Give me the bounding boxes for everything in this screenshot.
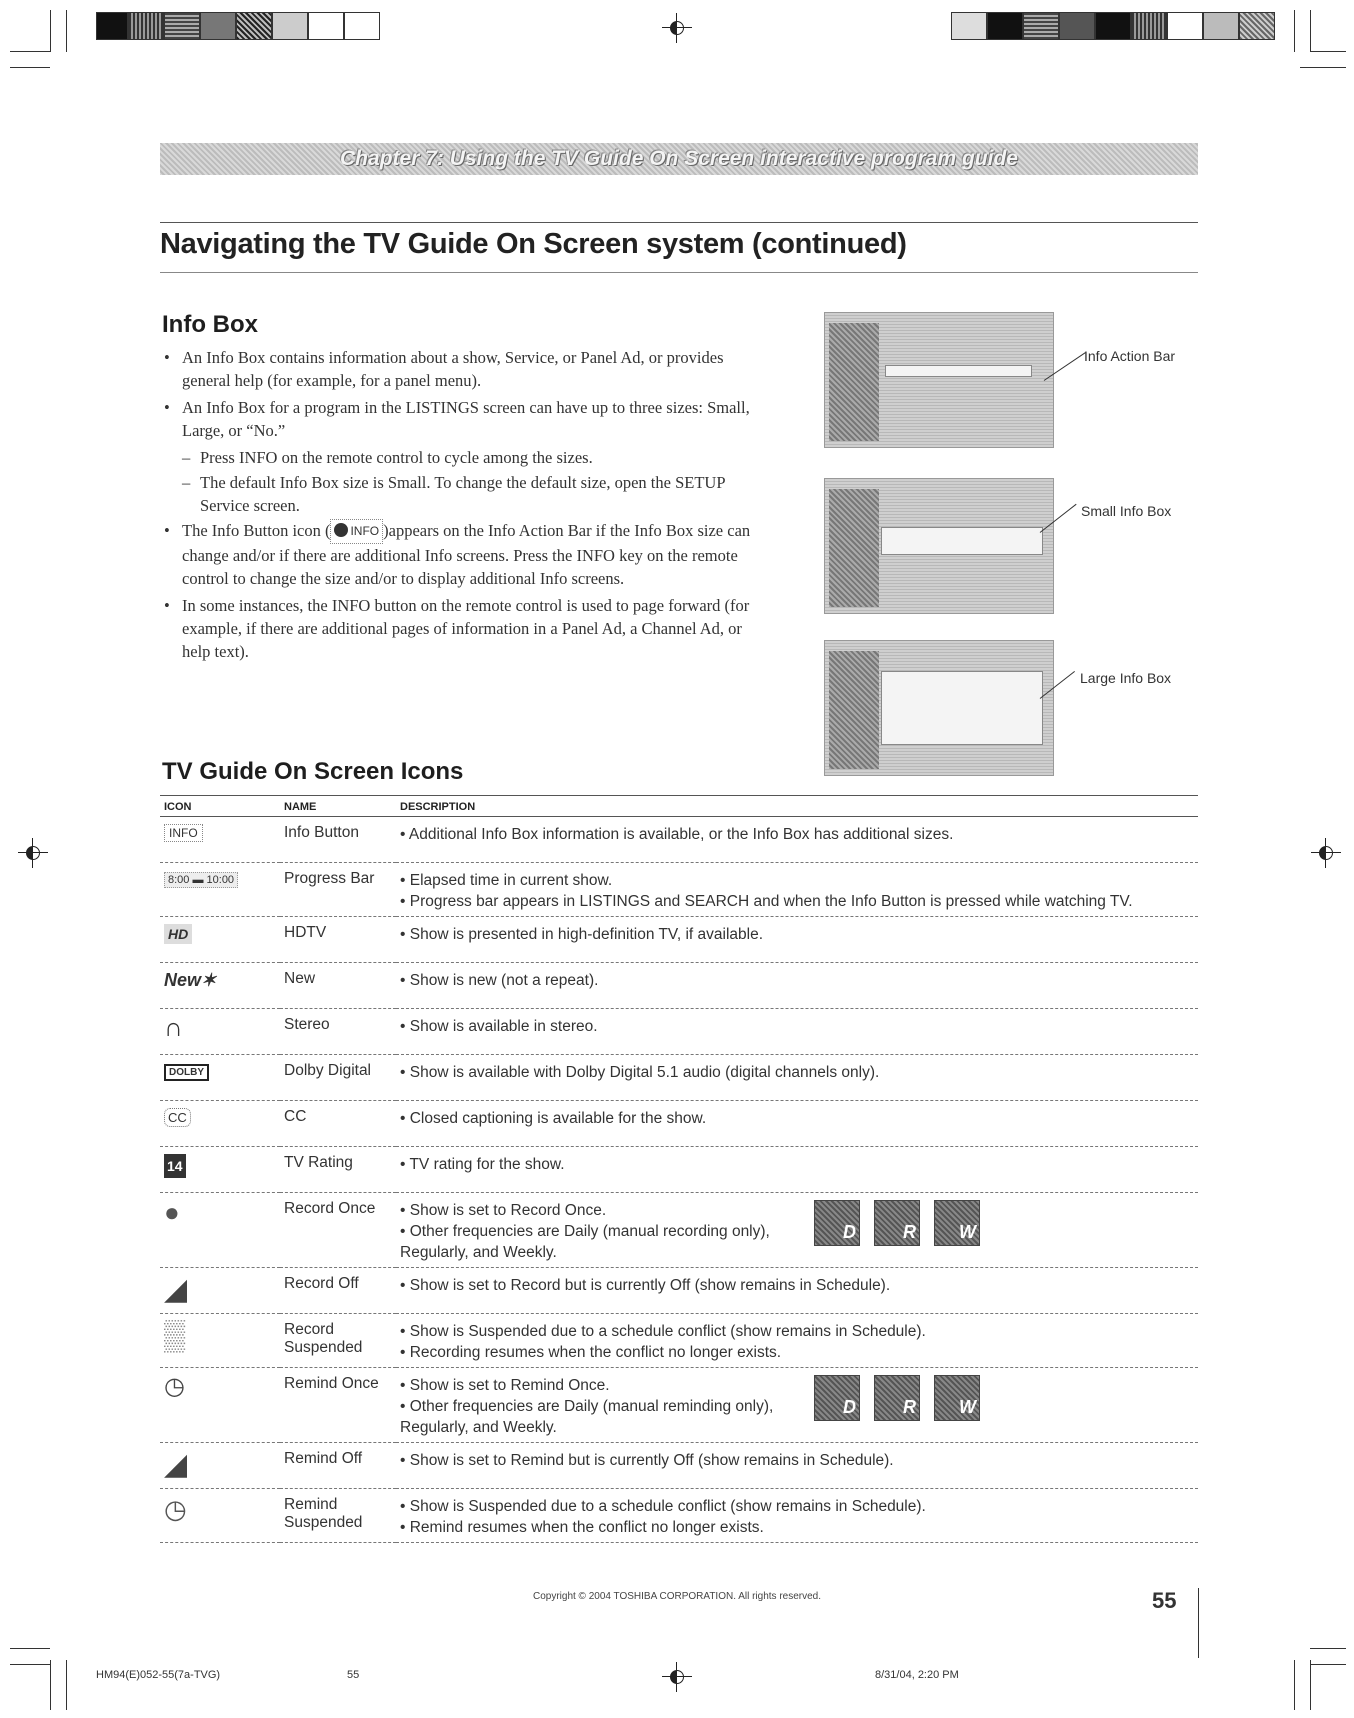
info-action-bar-screenshot <box>824 312 1054 448</box>
table-row <box>160 1314 1198 1368</box>
table-row <box>160 1147 1198 1193</box>
variant-letter: D <box>843 1222 856 1242</box>
table-row <box>160 1489 1198 1543</box>
registration-target-icon <box>662 1662 692 1692</box>
crop-mark <box>66 1660 67 1710</box>
list-item: • An Info Box for a program in the LISTINGS screen can have up to three sizes: Small, Large, or “No.” <box>164 396 774 442</box>
description-lines <box>400 824 953 845</box>
registration-target-icon <box>662 13 692 43</box>
info-box-heading: Info Box <box>162 311 258 338</box>
description-line: • Additional Info Box information is available, or the Info Box has additional sizes. <box>400 824 953 845</box>
table-header-row <box>160 796 1198 817</box>
icon-cell <box>160 1055 280 1101</box>
registration-bar-right <box>951 12 1275 38</box>
stereo-icon: ∩ <box>164 1012 183 1042</box>
icon-description <box>396 1147 1198 1193</box>
page-title: Navigating the TV Guide On Screen system (continued) <box>160 228 907 260</box>
page-number: 55 <box>1152 1588 1177 1613</box>
icon-name: Remind Once <box>280 1368 396 1443</box>
description-line: • Show is Suspended due to a schedule conflict (show remains in Schedule). <box>400 1321 926 1342</box>
crop-mark <box>10 1648 50 1649</box>
description-lines <box>400 1062 879 1083</box>
progress-bar-icon: 8:00 ▬ 10:00 <box>164 872 238 888</box>
chapter-banner <box>160 143 1198 175</box>
icon-description <box>396 1489 1198 1543</box>
icon-cell <box>160 1489 280 1543</box>
record-once-variant-icon <box>934 1200 980 1246</box>
chapter-title: Chapter 7: Using the TV Guide On Screen interactive program guide <box>340 147 1018 170</box>
callout-info-action-bar: Info Action Bar <box>1084 348 1176 364</box>
info-button-icon: INFO <box>164 824 203 842</box>
record-once-icon: ● <box>164 1197 180 1227</box>
registration-target-icon <box>18 838 48 868</box>
table-row <box>160 817 1198 863</box>
list-item: – Press INFO on the remote control to cycle among the sizes. <box>164 446 774 469</box>
icon-cell <box>160 817 280 863</box>
title-rule-top <box>160 222 1198 223</box>
icon-description <box>396 963 1198 1009</box>
description-line: • Show is available in stereo. <box>400 1016 598 1037</box>
description-line: • Other frequencies are Daily (manual recording only), Regularly, and Weekly. <box>400 1221 800 1263</box>
crop-mark <box>1310 51 1346 52</box>
icon-description <box>396 1268 1198 1314</box>
title-rule-bottom <box>160 272 1198 273</box>
description-lines <box>400 870 1133 912</box>
crop-mark <box>1300 67 1346 68</box>
cc-icon: CC <box>164 1108 191 1127</box>
description-line: • Progress bar appears in LISTINGS and SEARCH and when the Info Button is pressed while watching TV. <box>400 891 1133 912</box>
info-button-icon <box>330 519 383 544</box>
icon-name: Dolby Digital <box>280 1055 396 1101</box>
description-lines <box>400 1275 890 1296</box>
registration-target-icon <box>1311 838 1341 868</box>
table-row <box>160 917 1198 963</box>
column-header-icon: ICON <box>160 796 280 817</box>
icon-name: Remind Off <box>280 1443 396 1489</box>
icon-name: Record Off <box>280 1268 396 1314</box>
description-line: • Remind resumes when the conflict no longer exists. <box>400 1517 926 1538</box>
variant-letter: W <box>959 1397 976 1417</box>
record-once-variant-icon <box>874 1200 920 1246</box>
description-line: • Show is Suspended due to a schedule conflict (show remains in Schedule). <box>400 1496 926 1517</box>
description-lines <box>400 1450 894 1471</box>
icon-cell <box>160 963 280 1009</box>
slug-right: 8/31/04, 2:20 PM <box>875 1669 959 1681</box>
description-line: • Show is set to Remind Once. <box>400 1375 800 1396</box>
variant-letter: D <box>843 1397 856 1417</box>
info-box-bullets <box>164 346 774 667</box>
description-lines <box>400 1496 926 1538</box>
crop-mark <box>1310 1660 1311 1710</box>
icon-name: New <box>280 963 396 1009</box>
list-item: – The default Info Box size is Small. To change the default size, open the SETUP Service screen. <box>164 471 774 517</box>
info-chip-label: INFO <box>350 524 380 538</box>
crop-mark <box>50 1660 51 1710</box>
icon-description <box>396 863 1198 917</box>
description-lines <box>400 970 598 991</box>
table-row <box>160 1193 1198 1268</box>
small-info-box-screenshot <box>824 478 1054 614</box>
variant-letter: R <box>903 1397 916 1417</box>
description-lines <box>400 1108 706 1129</box>
remind-suspended-icon: ◷ <box>164 1494 187 1524</box>
icon-cell <box>160 1443 280 1489</box>
table-row <box>160 863 1198 917</box>
icon-description <box>396 1314 1198 1368</box>
description-line: • Show is new (not a repeat). <box>400 970 598 991</box>
description-lines <box>400 1016 598 1037</box>
crop-mark <box>1310 1664 1346 1665</box>
icon-description <box>396 1055 1198 1101</box>
new-icon: New✶ <box>164 970 217 990</box>
description-line: • Show is set to Record but is currently Off (show remains in Schedule). <box>400 1275 890 1296</box>
crop-mark <box>10 67 50 68</box>
slug-left: HM94(E)052-55(7a-TVG) <box>96 1669 221 1681</box>
table-row <box>160 1055 1198 1101</box>
icon-name: Remind Suspended <box>280 1489 396 1543</box>
callout-small-info-box: Small Info Box <box>1081 503 1172 519</box>
crop-mark <box>66 10 67 52</box>
dolby-digital-icon: DOLBY <box>164 1064 209 1081</box>
icon-name: CC <box>280 1101 396 1147</box>
icon-cell <box>160 1314 280 1368</box>
description-line: • Show is set to Record Once. <box>400 1200 800 1221</box>
icon-cell <box>160 1268 280 1314</box>
crop-mark <box>1310 10 1311 52</box>
description-line: • Show is available with Dolby Digital 5.1 audio (digital channels only). <box>400 1062 879 1083</box>
table-row <box>160 1368 1198 1443</box>
icons-table <box>160 795 1198 1543</box>
crop-mark <box>50 10 51 52</box>
table-row <box>160 1268 1198 1314</box>
description-lines <box>400 1154 565 1175</box>
description-line: • Show is presented in high-definition TV, if available. <box>400 924 763 945</box>
remind-once-variant-icon <box>934 1375 980 1421</box>
icon-cell <box>160 1368 280 1443</box>
slug-middle: 55 <box>347 1669 360 1681</box>
record-once-variant-icon <box>814 1200 860 1246</box>
remind-once-variant-icon <box>874 1375 920 1421</box>
icon-name: Record Suspended <box>280 1314 396 1368</box>
large-info-box-screenshot <box>824 640 1054 776</box>
description-lines <box>400 1200 800 1263</box>
crop-mark <box>1294 1660 1295 1710</box>
icon-cell <box>160 1147 280 1193</box>
description-line: • TV rating for the show. <box>400 1154 565 1175</box>
icon-description <box>396 1009 1198 1055</box>
icon-description <box>396 1443 1198 1489</box>
description-line: • Closed captioning is available for the show. <box>400 1108 706 1129</box>
remind-once-variant-icon <box>814 1375 860 1421</box>
icon-cell <box>160 1101 280 1147</box>
icon-description <box>396 817 1198 863</box>
remind-once-icon: ◷ <box>164 1373 185 1400</box>
table-row <box>160 1101 1198 1147</box>
icon-name: Progress Bar <box>280 863 396 917</box>
crop-mark <box>10 1664 50 1665</box>
description-lines <box>400 1375 800 1438</box>
list-item <box>164 519 774 590</box>
remind-off-icon: ◢ <box>164 1448 188 1481</box>
icon-description <box>396 1193 1198 1268</box>
list-item: • In some instances, the INFO button on the remote control is used to page forward (for example, if there are additional pages of information in a Panel Ad, a Channel Ad, or help text). <box>164 594 774 663</box>
variant-letter: R <box>903 1222 916 1242</box>
icons-heading: TV Guide On Screen Icons <box>162 758 464 785</box>
icon-name: TV Rating <box>280 1147 396 1193</box>
description-line: • Show is set to Remind but is currently Off (show remains in Schedule). <box>400 1450 894 1471</box>
variant-letter: W <box>959 1222 976 1242</box>
icon-description <box>396 917 1198 963</box>
description-lines <box>400 1321 926 1363</box>
crop-mark <box>1310 1648 1346 1649</box>
icon-cell <box>160 863 280 917</box>
tv-rating-icon: 14 <box>164 1154 186 1178</box>
icon-cell <box>160 1193 280 1268</box>
description-line: • Elapsed time in current show. <box>400 870 1133 891</box>
callout-large-info-box: Large Info Box <box>1080 670 1172 686</box>
icon-name: HDTV <box>280 917 396 963</box>
icon-description <box>396 1368 1198 1443</box>
crop-mark <box>10 51 50 52</box>
description-line: • Recording resumes when the conflict no longer exists. <box>400 1342 926 1363</box>
icon-name: Info Button <box>280 817 396 863</box>
list-item-text: The Info Button icon ( <box>182 521 331 540</box>
table-row <box>160 963 1198 1009</box>
copyright: Copyright © 2004 TOSHIBA CORPORATION. All rights reserved. <box>532 1591 822 1602</box>
table-row <box>160 1443 1198 1489</box>
registration-bar-left <box>96 12 380 38</box>
hdtv-icon: HD <box>164 924 192 944</box>
record-off-icon: ◢ <box>164 1273 188 1306</box>
column-header-name: NAME <box>280 796 396 817</box>
list-item-text: )appears on the Info Action Bar if the Info Box size can change and/or if there are additional Info screens. Press the INFO key on the remote control to change the size and/or to display additional Info screens. <box>182 521 751 588</box>
crop-mark <box>1294 10 1295 52</box>
list-item: • An Info Box contains information about a show, Service, or Panel Ad, or provides general help (for example, for a panel menu). <box>164 346 774 392</box>
record-suspended-icon: ▒ <box>164 1319 186 1352</box>
table-row <box>160 1009 1198 1055</box>
icon-name: Record Once <box>280 1193 396 1268</box>
column-header-description: DESCRIPTION <box>396 796 1198 817</box>
icon-name: Stereo <box>280 1009 396 1055</box>
icon-description <box>396 1101 1198 1147</box>
icon-cell <box>160 917 280 963</box>
icon-cell <box>160 1009 280 1055</box>
description-line: • Other frequencies are Daily (manual reminding only), Regularly, and Weekly. <box>400 1396 800 1438</box>
description-lines <box>400 924 763 945</box>
